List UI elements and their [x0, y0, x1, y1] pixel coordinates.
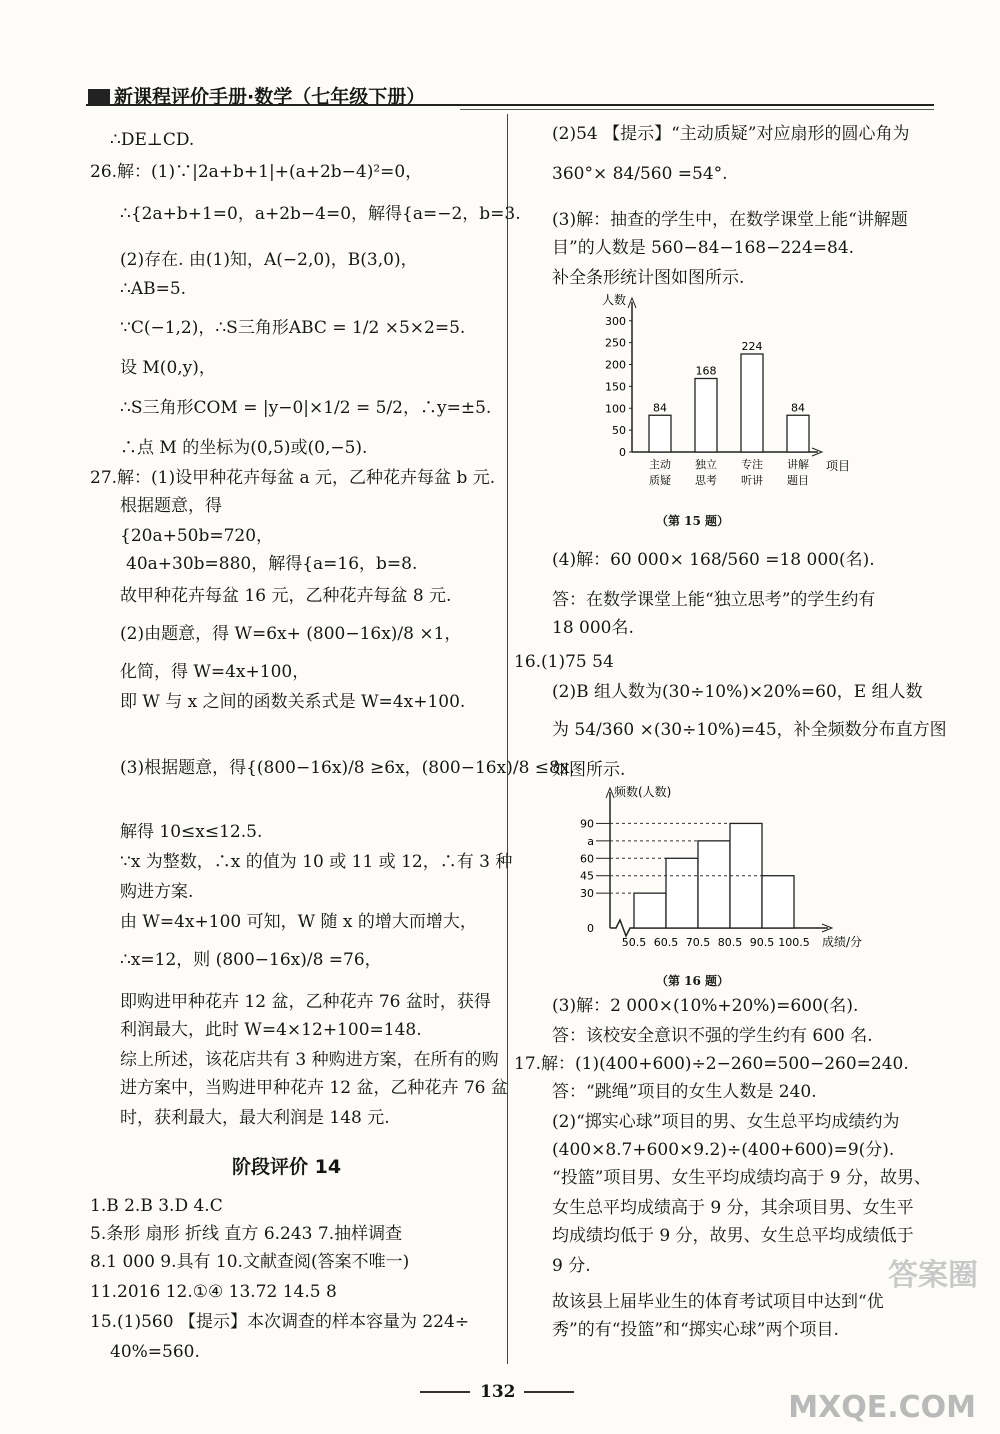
histogram-bar: [730, 823, 762, 928]
y-tick-label: 50: [612, 424, 626, 438]
bar-value-label: 84: [791, 401, 805, 415]
right-line: (3)解：抽查的学生中，在数学课堂上能“讲解题: [552, 210, 908, 230]
y-tick-label: a: [587, 834, 594, 848]
left-line: {20a+50b=720，: [120, 526, 274, 546]
right-line: 18 000名.: [552, 618, 634, 638]
bar-value-label: 168: [695, 364, 717, 378]
left-line: 根据题意，得: [120, 496, 222, 516]
left-line: ∵x 为整数，∴x 的值为 10 或 11 或 12，∴有 3 种: [120, 852, 513, 872]
right-line: 女生总平均成绩高于 9 分，其余项目男、女生平: [552, 1198, 914, 1218]
y-tick-label: 0: [587, 922, 594, 935]
book-icon: [88, 89, 110, 105]
y-axis-label: 频数(人数): [614, 785, 672, 799]
right-line: “投篮”项目男、女生平均成绩均高于 9 分，故男、: [552, 1168, 932, 1188]
bar: [787, 415, 809, 452]
right-line: (400×8.7+600×9.2)÷(400+600)=9(分).: [552, 1140, 895, 1160]
left-line: ∵C(−1,2)，∴S三角形ABC = 1/2 ×5×2=5.: [120, 318, 466, 338]
column-divider: [507, 114, 508, 1364]
y-tick-label: 45: [580, 869, 594, 883]
category-label: 专注: [741, 458, 763, 471]
left-line: 故甲种花卉每盆 16 元，乙种花卉每盆 8 元.: [120, 586, 452, 606]
category-label: 讲解: [787, 458, 809, 471]
bar: [649, 415, 671, 452]
chart-caption-q15: （第 15 题）: [656, 514, 730, 528]
histogram-bar: [634, 893, 666, 928]
y-tick-label: 90: [580, 817, 594, 831]
header-title-text: 新课程评价手册·数学（七年级下册）: [114, 86, 426, 108]
y-tick-label: 60: [580, 852, 594, 866]
chart-caption-q16: （第 16 题）: [656, 974, 730, 988]
left-line: (3)根据题意，得{(800−16x)/8 ≥6x，(800−16x)/8 ≤8x.: [120, 758, 575, 778]
left-line: 由 W=4x+100 可知，W 随 x 的增大而增大，: [120, 912, 477, 932]
left-line: ∴S三角形COM = |y−0|×1/2 = 5/2，∴y=±5.: [120, 398, 492, 418]
category-label: 主动: [649, 458, 671, 471]
x-tick-label: 80.5: [717, 936, 743, 949]
answer-line: 15.(1)560 【提示】本次调查的样本容量为 224÷: [90, 1312, 470, 1332]
left-line: 26.解：(1)∵|2a+b+1|+(a+2b−4)²=0，: [90, 162, 423, 182]
right-line: 360°× 84/560 =54°.: [552, 164, 728, 184]
right-line: 答：在数学课堂上能“独立思考”的学生约有: [552, 590, 876, 610]
left-line: 购进方案.: [120, 882, 194, 902]
bar: [695, 379, 717, 453]
right-line: 答：该校安全意识不强的学生约有 600 名.: [552, 1026, 873, 1046]
left-line: 进方案中，当购进甲种花卉 12 盆，乙种花卉 76 盆: [120, 1078, 508, 1098]
right-line: 如图所示.: [552, 760, 626, 780]
left-line: 40a+30b=880，解得{a=16，b=8.: [126, 554, 418, 574]
x-tick-label: 70.5: [685, 936, 711, 949]
histogram-bar: [762, 876, 794, 928]
left-line: ∴{2a+b+1=0，a+2b−4=0，解得{a=−2，b=3.: [120, 204, 521, 224]
right-line: 故该县上届毕业生的体育考试项目中达到“优: [552, 1292, 884, 1312]
left-line: (2)由题意，得 W=6x+ (800−16x)/8 ×1，: [120, 624, 462, 644]
left-line: 综上所述，该花店共有 3 种购进方案，在所有的购: [120, 1050, 499, 1070]
header-rule: [86, 104, 934, 106]
left-line: (2)存在. 由(1)知，A(−2,0)，B(3,0)，: [120, 250, 418, 270]
x-tick-label: 50.5: [621, 936, 647, 949]
answer-line: 11.2016 12.①④ 13.72 14.5 8: [90, 1282, 337, 1302]
x-tick-label: 90.5: [749, 936, 775, 949]
x-axis-label: 项目: [826, 459, 851, 473]
answer-line: 40%=560.: [110, 1342, 200, 1362]
left-line: 设 M(0,y)，: [120, 358, 216, 378]
right-line: 秀”的有“投篮”和“掷实心球”两个项目.: [552, 1320, 839, 1340]
left-line: ∴点 M 的坐标为(0,5)或(0,−5).: [120, 438, 368, 458]
left-line: 27.解：(1)设甲种花卉每盆 a 元，乙种花卉每盆 b 元.: [90, 468, 496, 488]
y-tick-label: 30: [580, 887, 594, 901]
right-line: 为 54/360 ×(30÷10%)=45，补全频数分布直方图: [552, 720, 947, 740]
answer-line: 5.条形 扇形 折线 直方 6.243 7.抽样调查: [90, 1224, 403, 1244]
right-line: (2)“掷实心球”项目的男、女生总平均成绩约为: [552, 1112, 900, 1132]
x-axis-label: 成绩/分: [822, 935, 863, 949]
header-rule-thin: [460, 109, 934, 110]
right-line: (4)解：60 000× 168/560 =18 000(名).: [552, 550, 875, 570]
category-label: 思考: [695, 474, 717, 487]
watermark-logo: 答案圈: [888, 1258, 978, 1293]
y-tick-label: 150: [605, 380, 626, 394]
right-line: (3)解：2 000×(10%+20%)=600(名).: [552, 996, 859, 1016]
right-line: (2)54 【提示】“主动质疑”对应扇形的圆心角为: [552, 124, 910, 144]
right-line: 17.解：(1)(400+600)÷2−260=500−260=240.: [514, 1054, 909, 1074]
right-line: 补全条形统计图如图所示.: [552, 268, 745, 288]
section-title: 阶段评价 14: [232, 1156, 342, 1178]
bar-chart-q15: [590, 290, 870, 500]
y-tick-label: 200: [605, 358, 626, 372]
left-line: ∴x=12，则 (800−16x)/8 =76，: [120, 950, 382, 970]
left-line: 化简，得 W=4x+100，: [120, 662, 310, 682]
left-line: 利润最大，此时 W=4×12+100=148.: [120, 1020, 422, 1040]
right-line: 均成绩均低于 9 分，故男、女生总平均成绩低于: [552, 1226, 914, 1246]
answer-line: 8.1 000 9.具有 10.文献查阅(答案不唯一): [90, 1252, 410, 1272]
y-axis-label: 人数: [602, 293, 627, 307]
left-line: ∴AB=5.: [120, 279, 187, 299]
histogram-bar: [698, 841, 730, 928]
right-line: (2)B 组人数为(30÷10%)×20%=60，E 组人数: [552, 682, 923, 702]
page-number: 132: [480, 1382, 516, 1402]
left-line: 即 W 与 x 之间的函数关系式是 W=4x+100.: [120, 692, 466, 712]
y-tick-label: 300: [605, 314, 626, 328]
left-line: ∴DE⊥CD.: [110, 130, 195, 150]
left-line: 即购进甲种花卉 12 盆，乙种花卉 76 盆时，获得: [120, 992, 491, 1012]
page-deco-right: [524, 1391, 574, 1393]
category-label: 独立: [695, 458, 717, 471]
right-line: 答：“跳绳”项目的女生人数是 240.: [552, 1082, 817, 1102]
y-tick-label: 100: [605, 402, 626, 416]
bar-value-label: 224: [741, 340, 763, 353]
left-line: 解得 10≤x≤12.5.: [120, 822, 263, 842]
histogram-bar: [666, 858, 698, 928]
right-line: 目”的人数是 560−84−168−224=84.: [552, 238, 855, 258]
y-tick-label: 0: [619, 446, 626, 459]
right-line: 16.(1)75 54: [514, 652, 614, 672]
page-deco-left: [420, 1391, 470, 1393]
histogram-q16: [560, 782, 890, 954]
watermark-url: MXQE.COM: [788, 1390, 976, 1425]
left-line: 时，获利最大，最大利润是 148 元.: [120, 1108, 390, 1128]
category-label: 听讲: [741, 474, 763, 487]
category-label: 题目: [787, 474, 809, 487]
x-tick-label: 60.5: [653, 936, 679, 949]
bar-value-label: 84: [653, 401, 667, 415]
x-tick-label: 100.5: [778, 936, 810, 949]
y-tick-label: 250: [605, 336, 626, 350]
bar: [741, 354, 763, 452]
answer-line: 1.B 2.B 3.D 4.C: [90, 1196, 223, 1216]
right-line: 9 分.: [552, 1256, 591, 1276]
category-label: 质疑: [649, 474, 671, 487]
